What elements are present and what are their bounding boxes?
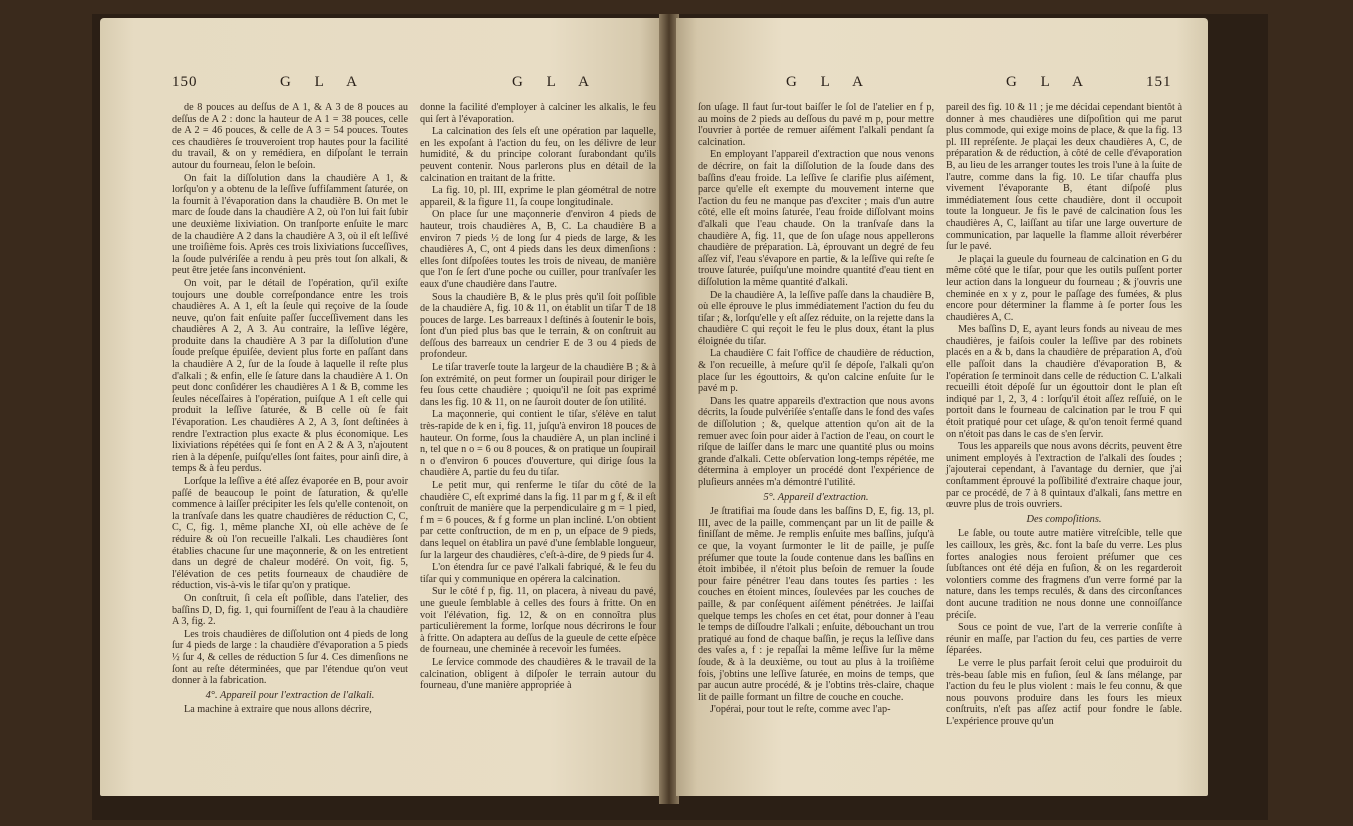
paragraph: J'opérai, pour tout le reſte, comme avec l'ap- [710, 704, 891, 716]
paragraph: La calcination des ſels eſt une opération par laquelle, en les expoſant à l'action du feu, on les délivre de leur humidité, & du principe colorant ſurabondant qu'ils peuvent contenir. Nous parlerons plus en détail de la calcination en traitant de la fritte. [420, 126, 656, 184]
paragraph: Sous la chaudière B, & le plus près qu'il ſoit poſſible de la chaudière A, fig. 10 & 11, on établit un tiſar T de 18 pouces de large. Les barreaux l deſtinés à ſoutenir le bois, ſont d'un pied plus bas que le terrain, & on conſtruit au deſſous des barreaux un cendrier E de 3 ou 4 pieds de profondeur. [420, 291, 656, 361]
paragraph: Le ſable, ou toute autre matière vitreſcible, telle que les cailloux, les grès, &c. font la baſe du verre. Les plus fortes analogies nous feroient préſumer que ces ſubſtances ont été déja en fuſion, & on les regarderoit volontiers comme des fragmens d'un verre formé par la nature, dans les temps reculés, & dans des circonſtances dont aucune tradition ne nous donne une connoiſſance préciſe. [946, 528, 1182, 621]
right-page-number: 151 [1146, 74, 1172, 90]
section-heading: 5°. Appareil d'extraction. [763, 491, 869, 503]
paragraph: Je plaçai la gueule du fourneau de calcination en G du même côté que le tiſar, pour que les outils puſſent porter leur action dans la longueur du fourneau ; & j'ouvris une cheminée en x y z, pour le paſſage des fumées, & plus encore pour déterminer la flamme à ſe porter ſous les chaudières A, C. [946, 253, 1182, 323]
paragraph: Le ſervice commode des chaudières & le travail de la calcination, obligent à diſpoſer le terrain autour du fourneau, d'une manière appropriée à [420, 656, 656, 692]
paragraph: On fait la diſſolution dans la chaudière A 1, & lorſqu'on y a obtenu de la leſſive ſuffiſamment ſaturée, on la fournit à l'évaporation dans la chaudière B. On met le marc de ſoude dans la chaudière A 2, où l'on lui fait ſubir une deuxième lixiviation. On tranſporte enſuite le marc de la chaudière A 2 dans la chaudière A 3, où il eſt leſſivé une troiſième fois. Après ces trois lixiviations ſucceſſives, la ſoude pulvériſée a rendu à peu près tout ſon alkali, & peut être jetée ſans inconvénient. [172, 172, 408, 277]
paragraph: Mes baſſins D, E, ayant leurs fonds au niveau de mes chaudières, je faiſois couler la leſſive par des robinets placés en a & b, dans la chaudière de préparation A, d'où elle paſſoit dans la chaudière d'évaporation B, & l'opération ſe terminoit dans celle de réduction C. L'alkali recueilli étoit dépoſé ſur un égouttoir dont le plan eſt indiqué par 1, 2, 3, 4 : lorſqu'il étoit aſſez reſſuié, on le portoit dans le fourneau de calcination par le trou F qui étoit pratiqué pour cet uſage, & qu'on tenoit fermé quand on n'étoit pas dans le cas de s'en ſervir. [946, 324, 1182, 440]
paragraph: Le tiſar traverſe toute la largeur de la chaudière B ; & à ſon extrémité, on peut former un ſoupirail pour diriger le feu ſous cette chaudière ; quoiqu'il ne ſoit pas exprimé dans les fig. 10 & 11, on ne ſauroit douter de ſon utilité. [420, 362, 656, 408]
paragraph: La machine à extraire que nous allons décrire, [184, 704, 372, 716]
left-column-1 [172, 102, 408, 717]
left-page [100, 18, 662, 796]
paragraph: On conſtruit, ſi cela eſt poſſible, dans l'atelier, des baſſins D, D, fig. 1, qui fourniſſent de l'eau à la chaudière A 3, fig. 2. [172, 592, 408, 628]
paragraph: La chaudière C fait l'office de chaudière de réduction, & l'on recueille, à meſure qu'il ſe dépoſe, l'alkali qu'on place ſur les égouttoirs, & qu'on calcine enſuite ſur le pavé m p. [698, 348, 934, 395]
section-heading: Des compoſitions. [1026, 513, 1102, 525]
paragraph: De la chaudière A, la leſſive paſſe dans la chaudière B, où elle éprouve le plus immédiatement l'action du feu du tiſar ; &, lorſqu'elle y eſt aſſez réduite, on la rejette dans la chaudière C qui reçoit le feu le plus doux, étant la plus éloignée du tiſar. [698, 289, 934, 347]
paragraph: La maçonnerie, qui contient le tiſar, s'élève en talut très-rapide de k en i, fig. 11, juſqu'à environ 18 pouces de hauteur. On forme, ſous la chaudière A, un plan incliné i n, tel que n o = 6 ou 8 pouces, & on pratique un ſoupirail n o d'environ 6 pouces d'ouverture, qui dirige ſous la chaudière A, partie du feu du tiſar. [420, 409, 656, 479]
paragraph: On place ſur une maçonnerie d'environ 4 pieds de hauteur, trois chaudières A, B, C. La chaudière B a environ 7 pieds ½ de long ſur 4 pieds de large, & les chaudières A, C, ont 4 pieds dans les deux dimenſions : elles ſont diſpoſées toutes les trois de niveau, de manière que l'on ſe ſert d'une poche ou cuiller, pour tranſvaſer les eaux d'une chaudière dans l'autre. [420, 209, 656, 290]
paragraph: En employant l'appareil d'extraction que nous venons de décrire, on fait la diſſolution de la ſoude dans des baſſins d'eau froide. La leſſive ſe clarifie plus aiſément, parce qu'elle eſt exempte du mouvement interne que l'action du feu ne manque pas d'exciter ; mais d'un autre côté, elle eſt moins ſaturée, l'eau froide diſſolvant moins d'alkali que l'eau chaude. On la tranſvaſe dans la chaudière A, fig. 11, que de ſon uſage nous appellerons chaudière de préparation. Là, éprouvant un degré de feu aſſez vif, l'eau s'évapore en partie, & la leſſive qui reſte ſe trouve ſaturée, puiſqu'une moindre quantité d'eau tient en diſſolution la même quantité d'alkali. [698, 149, 934, 288]
right-column-2 [946, 102, 1182, 728]
paragraph: donne la facilité d'employer à calciner les alkalis, le feu qui ſert à l'évaporation. [420, 102, 656, 125]
paragraph: ſon uſage. Il faut ſur-tout baiſſer le ſol de l'atelier en f p, au moins de 2 pieds au deſſous du pavé m p, pour mettre l'ouvrier à portée de remuer aiſément l'alkali pendant ſa calcination. [698, 102, 934, 148]
left-page-number: 150 [172, 74, 198, 90]
paragraph: Dans les quatre appareils d'extraction que nous avons décrits, la ſoude pulvériſée s'entaſſe dans le fond des vaſes de diſſolution ; &, quelque attention qu'on ait de la remuer avec ſoin pour aider à l'action de l'eau, on court le riſque de laiſſer dans le marc une quantité plus ou moins grande d'alkali. Cette obſervation long-temps répétée, me détermina à employer un procédé dont l'expérience de pluſieurs années m'a démontré l'utilité. [698, 395, 934, 488]
paragraph: Tous les appareils que nous avons décrits, peuvent être uniment employés à l'extraction de l'alkali des ſoudes ; j'ajouterai cependant, à l'avantage du dernier, que j'ai conſtamment éprouvé la poſſibilité d'extraire chaque jour, par ce procédé, de 7 à 8 quintaux d'alkali, ſans mettre en œuvre plus de trois ouvriers. [946, 441, 1182, 511]
right-running-head-2: G L A [1006, 74, 1093, 90]
paragraph: Lorſque la leſſive a été aſſez évaporée en B, pour avoir paſſé de beaucoup le point de ſaturation, & qu'elle commence à laiſſer précipiter les ſels qu'elle contenoit, on la tranſvaſe dans les quatre chaudières de réduction C, C, C, C, fig. 1, même planche XI, où elle achève de ſe réduire & où l'on recueille l'alkali. Les chaudières ſont établies chacune ſur une maçonnerie, & on les entretient dans un degré de chaleur modéré. On voit, fig. 5, l'élévation de ces petits fourneaux de chaudière de réduction, vis-à-vis le tiſar qu'on y pratique. [172, 476, 408, 592]
paragraph: Sur le côté f p, fig. 11, on placera, à niveau du pavé, une gueule ſemblable à celles des fours à fritte. On en voit l'élévation, fig. 12, & on en connoîtra plus particulièrement la forme, lorſque nous décrirons le four à fritte. On adaptera au deſſus de la gueule de cette eſpèce de fourneau, une cheminée à recevoir les fumées. [420, 586, 656, 656]
paragraph: L'on étendra ſur ce pavé l'alkali fabriqué, & le feu du tiſar qui y communique en opérera la calcination. [420, 562, 656, 585]
right-page [676, 18, 1208, 796]
left-column-2 [420, 102, 656, 693]
left-running-head-2: G L A [512, 74, 599, 90]
right-running-head-1: G L A [786, 74, 873, 90]
paragraph: Le petit mur, qui renferme le tiſar du côté de la chaudière C, eſt exprimé dans la fig. 11 par m g f, & il eſt conſtruit de manière que la perpendiculaire g m = 1 pied, f m = 6 pouces, & f g forme un plan incliné. L'on obtient par cette conſtruction, de m en p, un eſpace de 9 pieds, dans lequel on établira un pavé d'une ſemblable longueur, ſur la largeur des chaudières, c'eſt-à-dire, de 9 pieds ſur 4. [420, 480, 656, 561]
right-column-1 [698, 102, 934, 717]
paragraph: La fig. 10, pl. III, exprime le plan géométral de notre appareil, & la figure 11, ſa coupe longitudinale. [420, 185, 656, 208]
left-running-head-1: G L A [280, 74, 367, 90]
paragraph: Sous ce point de vue, l'art de la verrerie conſiſte à réunir en maſſe, par l'action du feu, ces parties de verre ſéparées. [946, 622, 1182, 657]
section-heading: 4°. Appareil pour l'extraction de l'alkali. [205, 689, 375, 701]
paragraph: Je ſtratifiai ma ſoude dans les baſſins D, E, fig. 13, pl. III, avec de la paille, commençant par un lit de paille & finiſſant de même. Je remplis enſuite mes baſſins, juſqu'à ce que, la voyant ſurmonter le lit de paille, je puſſe préſumer que toute la ſoude contenue dans les baſſins en étoit imbibée, il n'étoit plus beſoin de remuer la ſoude pour faire pénétrer l'eau dans toutes ſes parties : les couches en étoient minces, ſoulevées par les couches de paille, & par conſéquent aiſément pénétrées. Je laiſſai quelque temps les choſes en cet état, pour donner à l'eau le temps de diſſoudre l'alkali ; enſuite, débouchant un trou pratiqué au fond de chaque baſſin, je reçus la leſſive dans des vaſes a, f : je repaſſai la même leſſive ſur la même ſoude, & à la deuxième, ou tout au plus à la troiſième fois, j'obtins une leſſive ſaturée, en moins de temps, que par aucun autre procédé, & je l'obtins très-claire, chaque lit de paille formant un filtre de couche en couche. [698, 506, 934, 703]
paragraph: pareil des fig. 10 & 11 ; je me décidai cependant bientôt à donner à mes chaudières une diſpoſition qui me parut plus commode, qui exige moins de place, & que la fig. 13 pl. III repréſente. Je plaçai les deux chaudières A, C, de préparation & de réduction, à côté de celle d'évaporation B, au lieu de les arranger toutes les trois l'une à la ſuite de l'autre, comme dans la fig. 10. Le tiſar chauffa plus vivement l'évaporante B, étant diſpoſé plus immédiatement ſous cette chaudière, dont il occupoit toute la longueur. Je fis le pavé de calcination ſous les chaudières A, C, laiſſant au tiſar une large ouverture de communication, par laquelle la flamme alloit réverbérer ſur le pavé. [946, 102, 1182, 253]
paragraph: On voit, par le détail de l'opération, qu'il exiſte toujours une double correſpondance entre les trois chaudières A. A 1, eſt la ſeule qui reçoive de la ſoude neuve, qu'on fait enſuite paſſer ſucceſſivement dans les chaudières A 2, A 3. Au contraire, la leſſive légère, produite dans la chaudière A 3 par la diſſolution d'une ſoude preſque épuiſée, devient plus forte en paſſant dans la chaudière A 2, ſur de la ſoude à laquelle il reſte plus d'alkali ; & enfin, elle ſe ſature dans la chaudière A 1. On peut donc conſidérer les chaudières A 1 & B, comme les ſeules néceſſaires à l'opération, puiſque A 1 eſt celle qui produit la leſſive ſaturée, & B celle où ſe fait l'évaporation. Les chaudières A 2, A 3, ſont deſtinées à rendre l'extraction plus exacte & plus économique. Les lixiviations répétées qui ſe font en A 2 & A 3, n'ajoutent rien à la dépenſe, puiſqu'elles ſont faites, pour ainſi dire, à temps & à feu perdus. [172, 277, 408, 475]
paragraph: Les trois chaudières de diſſolution ont 4 pieds de long ſur 4 pieds de large : la chaudière d'évaporation a 5 pieds ½ ſur 4, & celles de réduction 5 ſur 4. Ces dimenſions ne ſont au reſte déterminées, que par l'étendue qu'on veut donner à la fabrication. [172, 628, 408, 687]
paragraph: de 8 pouces au deſſus de A 1, & A 3 de 8 pouces au deſſus de A 2 : donc la hauteur de A 1 = 38 pouces, celle de A 2 = 46 pouces, & celle de A 3 = 54 pouces. Toutes ces chaudières ſe trouveroient trop hautes pour la facilité du travail, & on y remédiera, en diſpoſant le terrain autour du fourneau, ſelon le beſoin. [172, 102, 408, 171]
paragraph: Le verre le plus parfait ſeroit celui que produiroit du très-beau ſable mis en fuſion, ſeul & ſans mélange, par l'action du feu le plus violent : mais le feu connu, & que nous pouvons produire dans les fours les mieux conſtruits, n'eſt pas aſſez actif pour fondre le ſable. L'expérience prouve qu'un [946, 657, 1182, 727]
